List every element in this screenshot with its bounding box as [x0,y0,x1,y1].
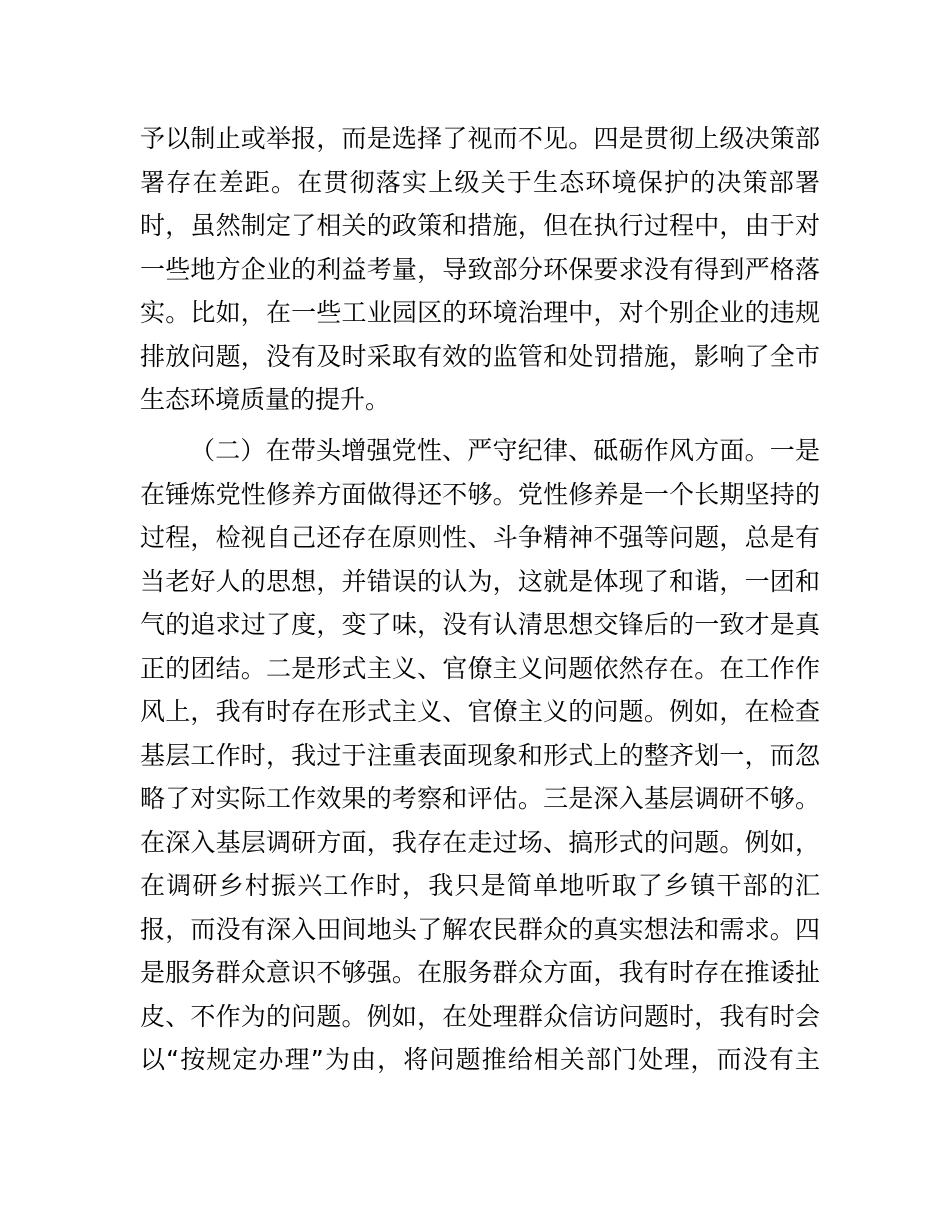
paragraph-line: 在深入基层调研方面，我存在走过场、搞形式的问题。例如， [140,827,820,857]
paragraph-line: 一些地方企业的利益考量，导致部分环保要求没有得到严格落 [140,254,820,284]
paragraph-line: 正的团结。二是形式主义、官僚主义问题依然存在。在工作作 [140,653,820,683]
paragraph-line: 实。比如，在一些工业园区的环境治理中，对个别企业的违规 [140,298,820,327]
paragraph-1 [140,117,820,422]
paragraph-line: 时，虽然制定了相关的政策和措施，但在执行过程中，由于对 [140,211,820,240]
paragraph-line: 报，而没有深入田间地头了解农民群众的真实想法和需求。四 [140,914,820,944]
paragraph-line: 略了对实际工作效果的考察和评估。三是深入基层调研不够。 [140,784,820,813]
paragraph-2 [140,429,820,1082]
paragraph-line: 在锤炼党性修养方面做得还不够。党性修养是一个长期坚持的 [140,479,820,509]
paragraph-line: 排放问题，没有及时采取有效的监管和处罚措施，影响了全市 [140,341,820,371]
paragraph-line: 予以制止或举报，而是选择了视而不见。四是贯彻上级决策部 [140,124,820,153]
paragraph-line: 过程，检视自己还存在原则性、斗争精神不强等问题，总是有 [140,523,820,552]
section-heading-line: （二）在带头增强党性、严守纪律、砥砺作风方面。一是 [190,436,820,465]
paragraph-line: 当老好人的思想，并错误的认为，这就是体现了和谐，一团和 [140,566,820,596]
paragraph-line: 署存在差距。在贯彻落实上级关于生态环境保护的决策部署 [140,167,820,197]
paragraph-line: 气的追求过了度，变了味，没有认清思想交锋后的一致才是真 [140,610,820,639]
paragraph-line: 风上，我有时存在形式主义、官僚主义的问题。例如，在检查 [140,697,820,726]
paragraph-line: 生态环境质量的提升。 [140,385,391,414]
paragraph-line: 以“按规定办理”为由，将问题推给相关部门处理，而没有主 [140,1045,820,1074]
paragraph-line: 基层工作时，我过于注重表面现象和形式上的整齐划一，而忽 [140,740,820,770]
paragraph-line: 皮、不作为的问题。例如，在处理群众信访问题时，我有时会 [140,1001,820,1031]
paragraph-line: 在调研乡村振兴工作时，我只是简单地听取了乡镇干部的汇 [140,871,820,900]
paragraph-line: 是服务群众意识不够强。在服务群众方面，我有时存在推诿扯 [140,958,820,987]
